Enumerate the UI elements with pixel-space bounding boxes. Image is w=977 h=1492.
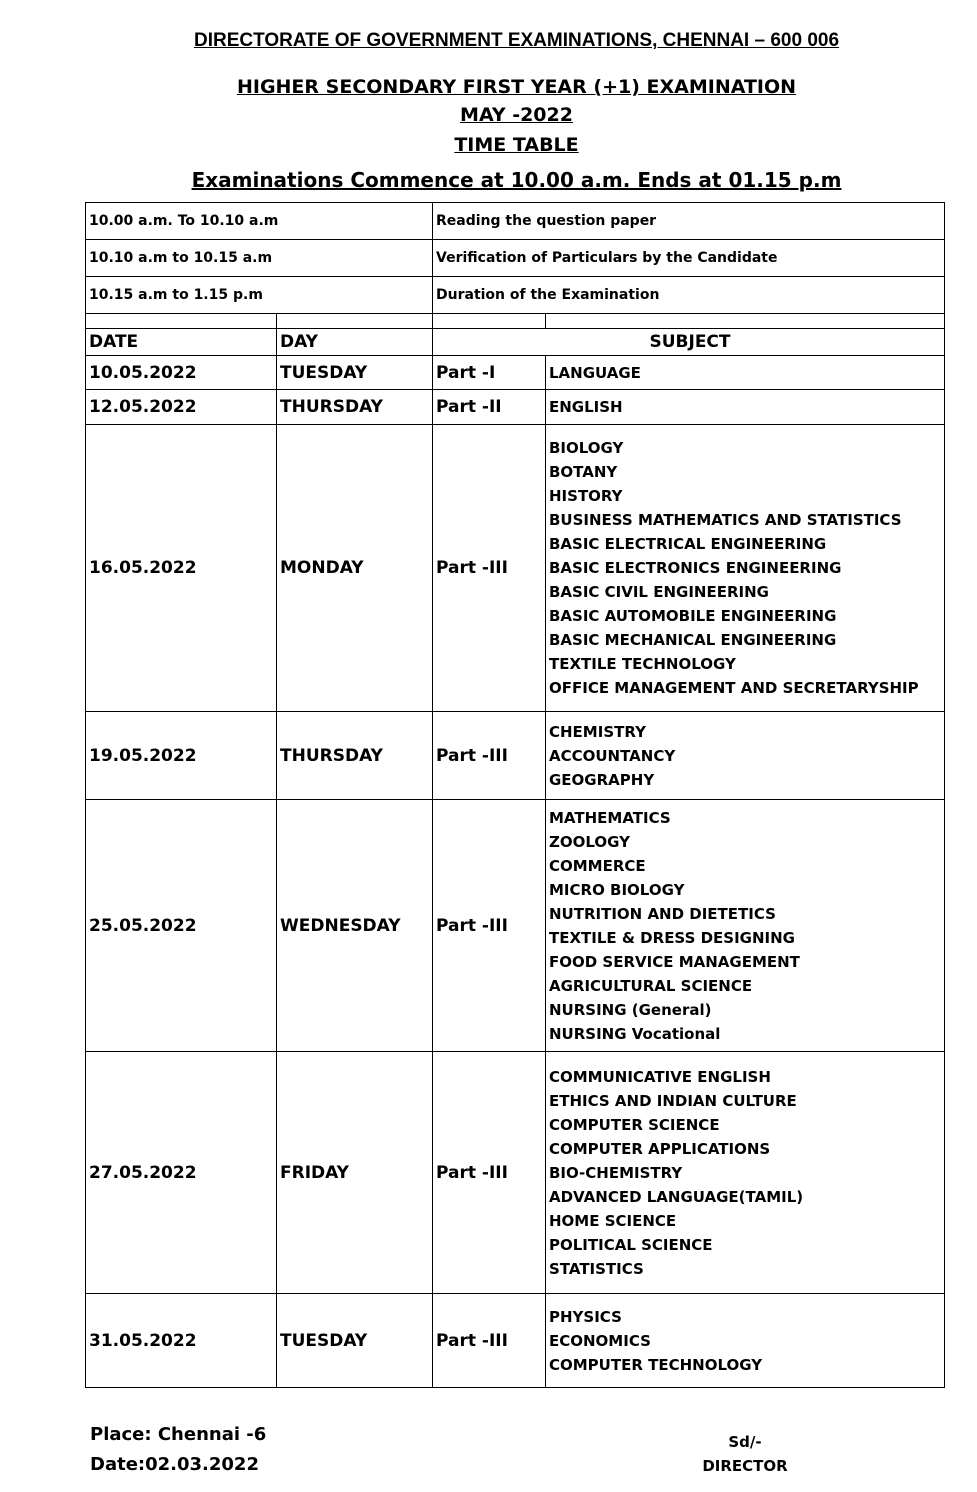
timing-row xyxy=(86,277,945,314)
exam-part: Part -III xyxy=(433,800,546,1052)
subject-item: ETHICS AND INDIAN CULTURE xyxy=(549,1091,797,1110)
schedule-row xyxy=(86,1294,945,1388)
subject-item: STATISTICS xyxy=(549,1259,644,1278)
subject-item: ADVANCED LANGUAGE(TAMIL) xyxy=(549,1187,804,1206)
subject-item: NURSING Vocational xyxy=(549,1024,721,1043)
subject-item: FOOD SERVICE MANAGEMENT xyxy=(549,952,800,971)
spacer-cell xyxy=(86,314,277,329)
issue-date-label: Date:02.03.2022 xyxy=(90,1454,259,1475)
exam-session: MAY -2022 xyxy=(460,104,573,126)
exam-day: THURSDAY xyxy=(277,712,433,800)
subject-item: COMMUNICATIVE ENGLISH xyxy=(549,1067,771,1086)
subject-item: COMPUTER TECHNOLOGY xyxy=(549,1355,763,1374)
subject-item: ZOOLOGY xyxy=(549,832,630,851)
exam-day: FRIDAY xyxy=(277,1052,433,1294)
subject-item: MICRO BIOLOGY xyxy=(549,880,685,899)
subject-item: TEXTILE & DRESS DESIGNING xyxy=(549,928,795,947)
subject-item: TEXTILE TECHNOLOGY xyxy=(549,655,736,673)
exam-day: THURSDAY xyxy=(277,390,433,425)
schedule-row xyxy=(86,1052,945,1294)
subject-item: POLITICAL SCIENCE xyxy=(549,1235,713,1254)
subject-list xyxy=(546,800,945,1052)
timing-time: 10.00 a.m. To 10.10 a.m xyxy=(86,203,433,240)
subject-list xyxy=(546,712,945,800)
exam-part: Part -I xyxy=(433,356,546,390)
spacer-cell xyxy=(433,314,546,329)
timing-time: 10.10 a.m to 10.15 a.m xyxy=(86,240,433,277)
exam-date: 12.05.2022 xyxy=(86,390,277,425)
timing-activity: Duration of the Examination xyxy=(433,277,945,314)
exam-date: 16.05.2022 xyxy=(86,425,277,712)
subject-list xyxy=(546,1294,945,1388)
schedule-row xyxy=(86,425,945,712)
subject-item: ECONOMICS xyxy=(549,1331,651,1350)
subject-item: BASIC ELECTRICAL ENGINEERING xyxy=(549,535,827,553)
day-column-header: DAY xyxy=(277,329,433,356)
exam-part: Part -III xyxy=(433,1294,546,1388)
subject-item: ENGLISH xyxy=(549,398,623,416)
exam-day: MONDAY xyxy=(277,425,433,712)
timing-time: 10.15 a.m to 1.15 p.m xyxy=(86,277,433,314)
exam-date: 25.05.2022 xyxy=(86,800,277,1052)
subject-item: OFFICE MANAGEMENT AND SECRETARYSHIP xyxy=(549,679,919,697)
schedule-row xyxy=(86,712,945,800)
column-header-row xyxy=(86,329,945,356)
subject-item: COMPUTER SCIENCE xyxy=(549,1115,720,1134)
subject-item: HOME SCIENCE xyxy=(549,1211,677,1230)
timing-activity: Verification of Particulars by the Candidate xyxy=(433,240,945,277)
subject-item: BASIC ELECTRONICS ENGINEERING xyxy=(549,559,842,577)
schedule-row xyxy=(86,390,945,425)
date-column-header: DATE xyxy=(86,329,277,356)
signatory-title: DIRECTOR xyxy=(702,1457,788,1475)
exam-timing: Examinations Commence at 10.00 a.m. Ends at 01.15 p.m xyxy=(191,168,842,192)
signed-mark: Sd/- xyxy=(728,1433,762,1451)
timing-row xyxy=(86,203,945,240)
subject-list xyxy=(546,425,945,712)
exam-part: Part -III xyxy=(433,712,546,800)
place-label: Place: Chennai -6 xyxy=(90,1424,267,1445)
subject-item: COMPUTER APPLICATIONS xyxy=(549,1139,771,1158)
document-title: TIME TABLE xyxy=(454,134,579,156)
subject-item: PHYSICS xyxy=(549,1307,622,1326)
timing-activity: Reading the question paper xyxy=(433,203,945,240)
exam-date: 31.05.2022 xyxy=(86,1294,277,1388)
exam-title: HIGHER SECONDARY FIRST YEAR (+1) EXAMINATION xyxy=(236,76,797,98)
exam-part: Part -II xyxy=(433,390,546,425)
timing-row xyxy=(86,240,945,277)
subject-item: BASIC AUTOMOBILE ENGINEERING xyxy=(549,607,837,625)
schedule-row xyxy=(86,356,945,390)
subject-list xyxy=(546,1052,945,1294)
spacer-cell xyxy=(277,314,433,329)
subject-item: CHEMISTRY xyxy=(549,722,646,741)
exam-day: TUESDAY xyxy=(277,1294,433,1388)
exam-part: Part -III xyxy=(433,425,546,712)
subject-item: AGRICULTURAL SCIENCE xyxy=(549,976,753,995)
exam-date: 27.05.2022 xyxy=(86,1052,277,1294)
subject-item: LANGUAGE xyxy=(549,363,641,382)
subject-item: MATHEMATICS xyxy=(549,808,671,827)
subject-item: ACCOUNTANCY xyxy=(549,746,676,765)
subject-item: HISTORY xyxy=(549,487,623,505)
subject-item: COMMERCE xyxy=(549,856,646,875)
subject-item: BASIC CIVIL ENGINEERING xyxy=(549,583,769,601)
subject-item: NURSING (General) xyxy=(549,1000,712,1019)
exam-day: TUESDAY xyxy=(277,356,433,390)
spacer-row xyxy=(86,314,945,329)
exam-date: 19.05.2022 xyxy=(86,712,277,800)
time-table xyxy=(85,202,945,1388)
place-date-block xyxy=(90,1420,266,1480)
schedule-row xyxy=(86,800,945,1052)
signature-block xyxy=(690,1430,800,1478)
subject-item: BOTANY xyxy=(549,463,618,481)
subject-list xyxy=(546,356,945,390)
subject-item: BUSINESS MATHEMATICS AND STATISTICS xyxy=(549,511,902,529)
exam-part: Part -III xyxy=(433,1052,546,1294)
subject-column-header: SUBJECT xyxy=(433,329,945,356)
subject-item: BASIC MECHANICAL ENGINEERING xyxy=(549,631,837,649)
subject-item: NUTRITION AND DIETETICS xyxy=(549,904,776,923)
exam-day: WEDNESDAY xyxy=(277,800,433,1052)
exam-date: 10.05.2022 xyxy=(86,356,277,390)
subject-item: BIOLOGY xyxy=(549,439,624,457)
spacer-cell xyxy=(546,314,945,329)
department-heading: DIRECTORATE OF GOVERNMENT EXAMINATIONS, CHENNAI – 600 006 xyxy=(193,30,840,51)
subject-list xyxy=(546,390,945,425)
subject-item: BIO-CHEMISTRY xyxy=(549,1163,683,1182)
subject-item: GEOGRAPHY xyxy=(549,770,655,789)
